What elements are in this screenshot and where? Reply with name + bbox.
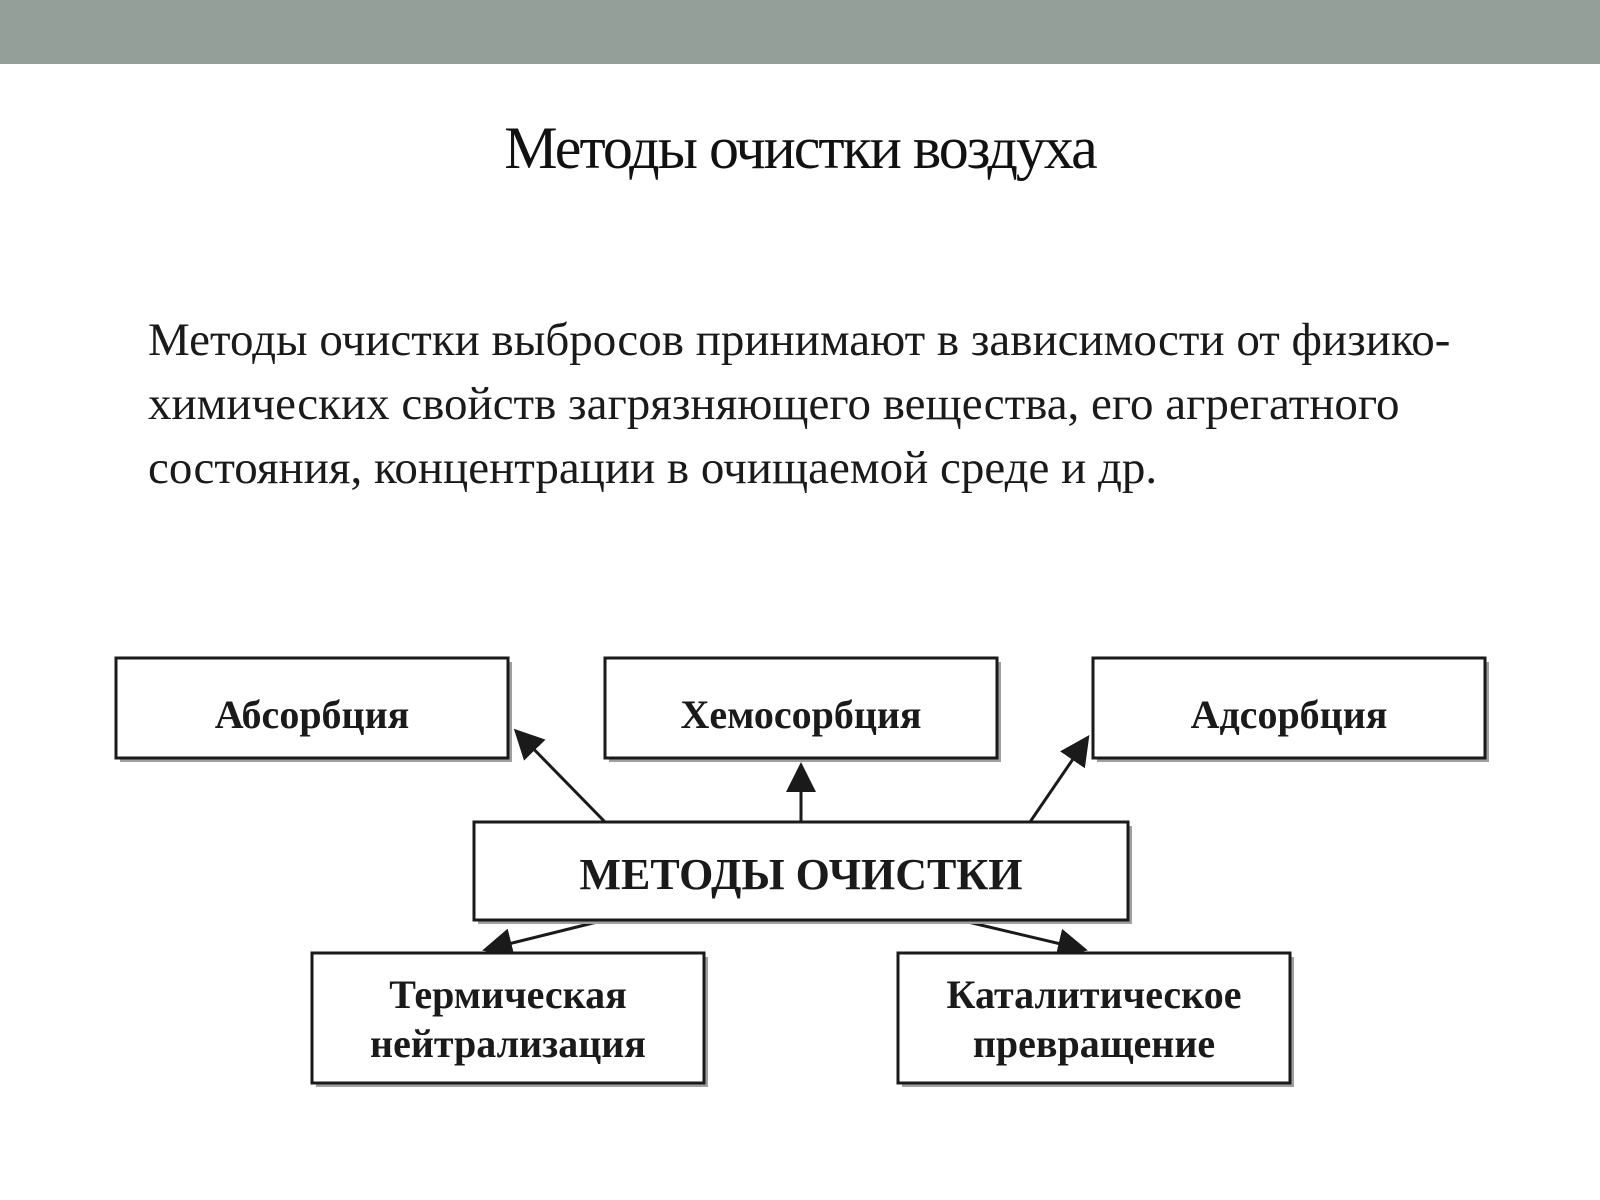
box-adsorption: [1093, 658, 1489, 762]
arrow-to-thermal: [488, 922, 597, 949]
box-catalytic-label-line1: Каталитическое: [946, 972, 1242, 1017]
arrow-to-absorption: [518, 733, 605, 822]
box-adsorption-label: Адсорбция: [1190, 692, 1388, 737]
box-absorption: [116, 658, 512, 762]
box-thermal-label-line1: Термическая: [389, 972, 627, 1017]
body-text: Методы очистки выбросов принимают в зависимости от физико-химических свойств загрязняющего вещества, его агрегатного состояния, концентрации в очищаемой среде и др.: [148, 314, 1451, 494]
box-catalytic: [898, 953, 1294, 1087]
box-center-label: МЕТОДЫ ОЧИСТКИ: [579, 850, 1023, 899]
box-center: [474, 822, 1132, 924]
box-chemosorption: [605, 658, 1001, 762]
box-absorption-label: Абсорбция: [214, 692, 410, 737]
arrow-to-adsorption: [1030, 740, 1086, 822]
slide-title: Методы очистки воздуха: [504, 115, 1096, 181]
box-chemosorption-label: Хемосорбция: [680, 692, 922, 737]
arrow-to-catalytic: [968, 922, 1082, 949]
box-catalytic-label-line2: превращение: [972, 1021, 1216, 1066]
box-thermal-label-line2: нейтрализация: [370, 1021, 646, 1066]
box-thermal: [312, 953, 708, 1087]
